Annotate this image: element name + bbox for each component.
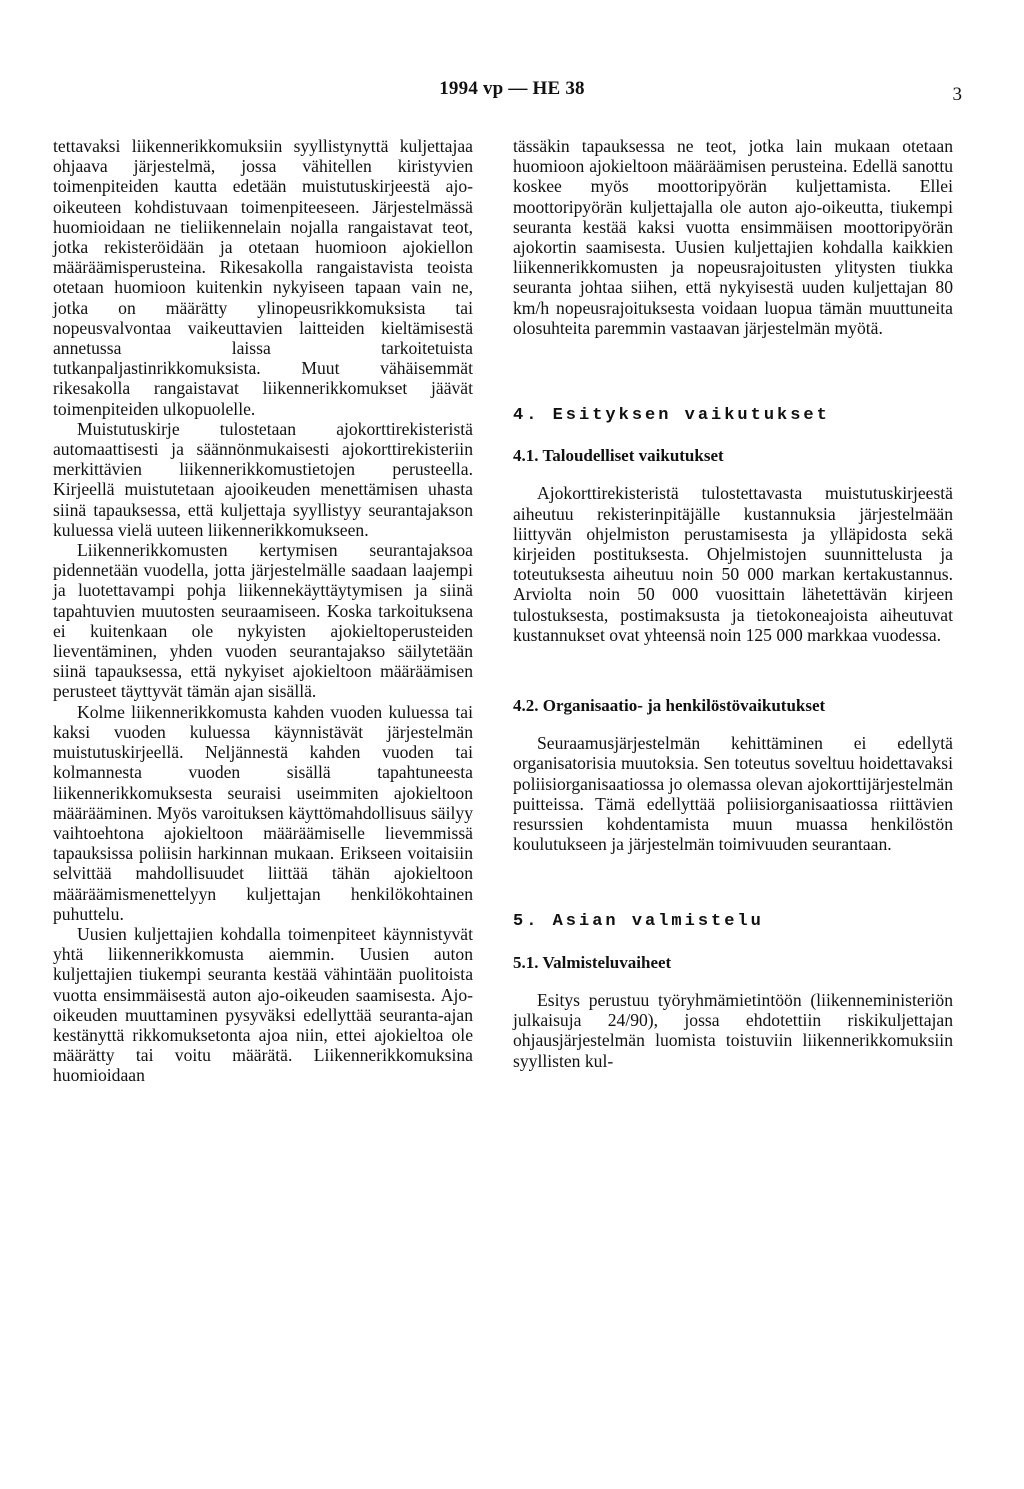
paragraph: Muistutuskirje tulostetaan ajokorttirekisteristä automaattisesti ja säännönmukaisesti ajokorttirekisteriin merkittävien liikennerikkomustietojen perusteella. Kirjeellä muistutetaan ajooikeuden menettämisen uhasta siinä tapauksessa, että kuljettaja syyllistyy seurantajakson kuluessa vielä uuteen liikennerikkomukseen. [53,418,473,540]
subheading-4-1: 4.1. Taloudelliset vaikutukset [513,446,724,466]
paragraph: Uusien kuljettajien kohdalla toimenpiteet käynnistyvät yhtä liikennerikkomusta aiemmin. Uusien auton kuljettajien tiukempi seuranta kestää vähintään puolitoista vuotta ensimmäisestä auton ajo-oikeuden saamisesta. Ajo-oikeuden muuttaminen pysyväksi edellyttää seuranta-ajan kestänyttä rikkomuksetonta ajoa niin, ettei ajokieltoa ole määrätty tai voitu määrätä. Liikennerikkomuksina huomioidaan [53,923,473,1086]
paragraph: Kolme liikennerikkomusta kahden vuoden kuluessa tai kaksi vuoden kuluessa käynnistävät järjestelmän muistutuskirjeellä. Neljännestä kahden vuoden tai kolmannesta vuoden sisällä tapahtuneesta liikennerikkomuksesta seuraisi useimmiten ajokieltoon määrääminen. Myös varoituksen käyttömahdollisuus säilyy vaihtoehtona ajokieltoon määräämiselle lievemmissä tapauksissa poliisin harkinnan mukaan. Erikseen voitaisiin selvittää mahdollisuudet liittää tähän ajokieltoon määräämismenettelyyn kuljettajan henkilökohtainen puhuttelu. [53,701,473,924]
paragraph: Ajokorttirekisteristä tulostettavasta muistutuskirjeestä aiheutuu rekisterinpitäjälle kustannuksia järjestelmään liittyvän ohjelmiston perustamisesta ja ylläpidosta sekä kirjeiden postituksesta. Ohjelmistojen suunnittelusta ja toteutuksesta aiheutuu noin 50 000 markan kertakustannus. Arviolta noin 50 000 vuosittain lähetettävän kirjeen tulostuksesta, postimaksusta ja tietokoneajoista aiheutuvat kustannukset ovat yhteensä noin 125 000 markkaa vuodessa. [513,483,953,645]
subheading-4-2: 4.2. Organisaatio- ja henkilöstövaikutukset [513,696,826,716]
paragraph: Liikennerikkomusten kertymisen seurantajaksoa pidennetään vuodella, jotta järjestelmälle saadaan laajempi ja luotettavampi pohja liikennekäyttäytymisen ja siinä tapahtuvien muutosten seuraamiseen. Koska tarkoituksena ei kuitenkaan ole nykyisten ajokieltoperusteiden lieventäminen, yhden vuoden seurantajakso säilytetään siinä tapauksessa, että nykyiset ajokieltoon määräämisen perusteet täyttyvät tämän ajan sisällä. [53,540,473,702]
section-heading-5: 5. Asian valmistelu [513,912,764,932]
paragraph: tässäkin tapauksessa ne teot, jotka lain mukaan otetaan huomioon ajokieltoon määräämisen perusteina. Edellä sanottu koskee myös moottoripyörän kuljettamista. Ellei moottoripyörän kuljettajalla ole auton ajo-oikeutta, tiukempi seuranta kestää kaksi vuotta ensimmäisen moottoripyörän ajokortin saamisesta. Uusien kuljettajien kohdalla kaikkien liikennerikkomusten ja nopeusrajoitusten ylitysten tiukka seuranta johtaa siihen, että nykyisestä uuden kuljettajan 80 km/h nopeusrajoituksesta voidaan luopua tämän muuttuneita olosuhteita paremmin vastaavan järjestelmän myötä. [513,136,953,338]
page-number: 3 [952,84,962,105]
section-heading-4: 4. Esityksen vaikutukset [513,406,830,426]
header-title: 1994 vp — HE 38 [439,78,585,99]
left-column [53,136,473,1086]
right-column [513,136,953,1071]
paragraph: Seuraamusjärjestelmän kehittäminen ei edellytä organisatorisia muutoksia. Sen toteutus soveltuu hoidettavaksi poliisiorganisaatiossa jo olemassa olevan ajokorttijärjestelmän puitteissa. Tämä edellyttää poliisiorganisaatiossa riittävien resurssien kohdentamista muun muassa henkilöstön koulutukseen ja järjestelmän toimivuuden seurantaan. [513,733,953,855]
page-header [0,78,1024,108]
paragraph: Esitys perustuu työryhmämietintöön (liikenneministeriön julkaisuja 24/90), jossa ehdotettiin riskikuljettajan ohjausjärjestelmän luomista toistuviin liikennerikkomuksiin syyllisten kul- [513,989,953,1071]
subheading-5-1: 5.1. Valmisteluvaiheet [513,952,672,972]
paragraph: tettavaksi liikennerikkomuksiin syyllistynyttä kuljettajaa ohjaava järjestelmä, jossa vähitellen kiristyvien toimenpiteiden kautta edetään muistutuskirjeestä ajo-oikeuteen kohdistuvaan toimenpiteeseen. Järjestelmässä huomioidaan ne tieliikennelain nojalla rangaistavat teot, jotka rekisteröidään ja otetaan huomioon ajokiellon määräämisperusteina. Rikesakolla rangaistavista teoista otetaan huomioon kuitenkin nykyiseen tapaan vain ne, jotka on määrätty ylinopeusrikkomuksista tai nopeusvalvontaa vaikeuttavien laitteiden kieltämisestä annetussa laissa tarkoitetuista tutkanpaljastinrikkomuksista. Muut vähäisemmät rikesakolla rangaistavat liikennerikkomukset jäävät toimenpiteiden ulkopuolelle. [53,136,473,419]
